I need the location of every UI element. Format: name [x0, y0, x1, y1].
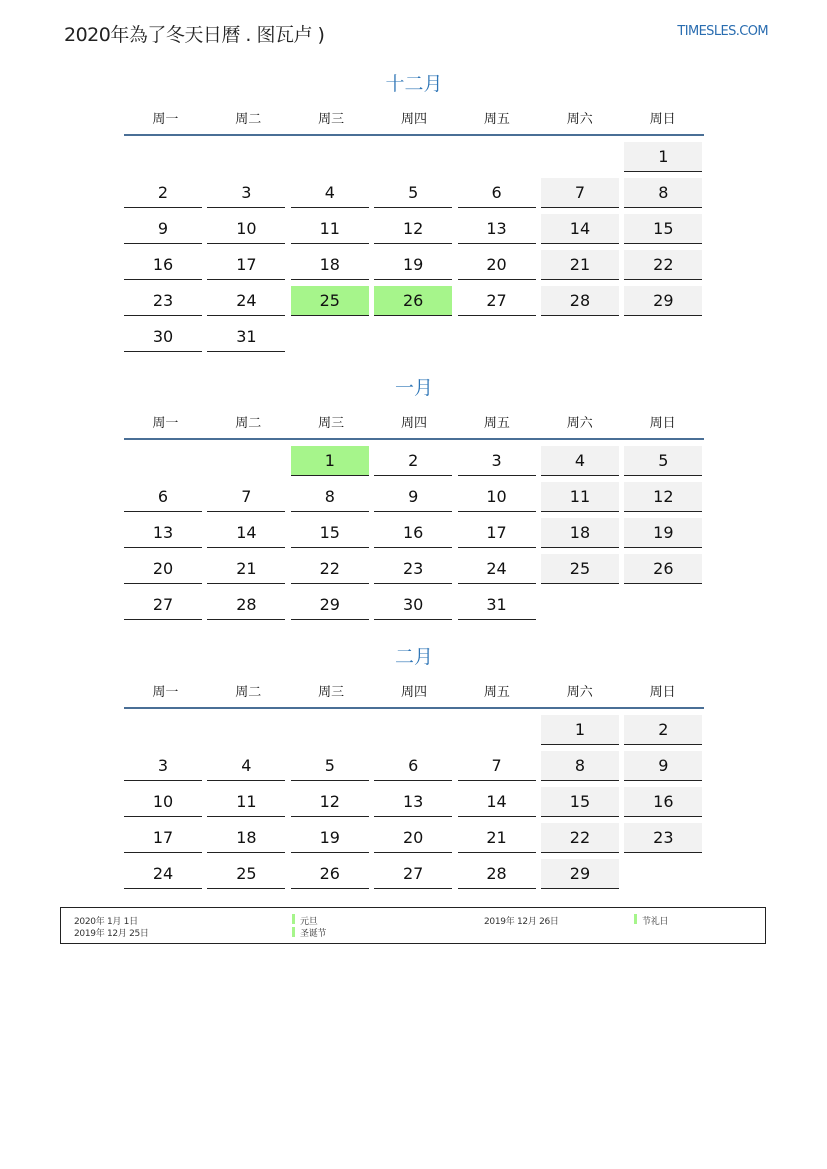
day-cell[interactable]: 28 — [207, 590, 285, 620]
day-cell[interactable]: 8 — [541, 751, 619, 781]
weekday-label: 周一 — [152, 111, 179, 127]
day-cell[interactable]: 10 — [207, 214, 285, 244]
day-cell[interactable]: 4 — [207, 751, 285, 781]
empty-day-cell — [624, 859, 702, 889]
week-row — [124, 821, 704, 857]
day-cell[interactable]: 7 — [541, 178, 619, 208]
empty-day-cell — [541, 590, 619, 620]
weekday-label: 周一 — [152, 415, 179, 431]
empty-day-cell — [374, 715, 452, 745]
day-cell[interactable]: 30 — [374, 590, 452, 620]
day-cell[interactable]: 3 — [207, 178, 285, 208]
day-cell[interactable]: 18 — [207, 823, 285, 853]
day-cell[interactable]: 27 — [458, 286, 536, 316]
day-cell[interactable]: 25 — [291, 286, 369, 316]
weekday-label: 周五 — [483, 111, 510, 127]
weekday-header — [124, 102, 704, 132]
day-cell[interactable]: 10 — [124, 787, 202, 817]
day-cell[interactable]: 12 — [374, 214, 452, 244]
day-cell[interactable]: 27 — [374, 859, 452, 889]
legend-holiday-name: 元旦 — [300, 917, 318, 927]
day-cell[interactable]: 4 — [291, 178, 369, 208]
legend-date: 2019年 12月 26日 — [484, 917, 559, 927]
week-row — [124, 284, 704, 320]
weekday-label: 周三 — [318, 415, 345, 431]
week-row — [124, 140, 704, 176]
day-cell[interactable]: 19 — [291, 823, 369, 853]
holiday-marker — [634, 914, 637, 924]
day-cell[interactable]: 13 — [124, 518, 202, 548]
day-cell[interactable]: 3 — [458, 446, 536, 476]
day-cell[interactable]: 2 — [124, 178, 202, 208]
weekday-label: 周日 — [649, 111, 676, 127]
day-cell[interactable]: 20 — [374, 823, 452, 853]
day-cell[interactable]: 9 — [624, 751, 702, 781]
month-title: 一月 — [394, 377, 433, 399]
day-cell[interactable]: 8 — [291, 482, 369, 512]
day-cell[interactable]: 20 — [458, 250, 536, 280]
day-cell[interactable]: 15 — [541, 787, 619, 817]
day-cell[interactable]: 26 — [374, 286, 452, 316]
week-row — [124, 588, 704, 624]
weekday-label: 周六 — [566, 684, 593, 700]
weekday-label: 周日 — [649, 415, 676, 431]
day-cell[interactable]: 13 — [458, 214, 536, 244]
empty-day-cell — [458, 142, 536, 172]
day-cell[interactable]: 1 — [624, 142, 702, 172]
day-cell[interactable]: 5 — [624, 446, 702, 476]
day-cell[interactable]: 7 — [207, 482, 285, 512]
empty-day-cell — [624, 322, 702, 352]
day-cell[interactable]: 26 — [291, 859, 369, 889]
weekday-header — [124, 406, 704, 436]
day-cell[interactable]: 16 — [624, 787, 702, 817]
empty-day-cell — [458, 715, 536, 745]
day-cell[interactable]: 22 — [541, 823, 619, 853]
weekday-label: 周三 — [318, 111, 345, 127]
month-calendar — [124, 374, 704, 624]
empty-day-cell — [374, 322, 452, 352]
legend-holiday-name: 圣诞节 — [300, 929, 327, 939]
day-cell[interactable]: 2 — [624, 715, 702, 745]
day-cell[interactable]: 14 — [207, 518, 285, 548]
day-cell[interactable]: 23 — [624, 823, 702, 853]
day-cell[interactable]: 9 — [374, 482, 452, 512]
day-cell[interactable]: 1 — [541, 715, 619, 745]
empty-day-cell — [624, 590, 702, 620]
day-cell[interactable]: 21 — [207, 554, 285, 584]
month-calendar — [124, 643, 704, 893]
holiday-legend — [60, 907, 766, 944]
holiday-marker — [292, 914, 295, 924]
week-row — [124, 212, 704, 248]
day-cell[interactable]: 11 — [207, 787, 285, 817]
day-cell[interactable]: 9 — [124, 214, 202, 244]
day-cell[interactable]: 17 — [458, 518, 536, 548]
weekday-label: 周六 — [566, 415, 593, 431]
day-cell[interactable]: 31 — [207, 322, 285, 352]
day-cell[interactable]: 19 — [374, 250, 452, 280]
empty-day-cell — [458, 322, 536, 352]
day-cell[interactable]: 29 — [541, 859, 619, 889]
day-cell[interactable]: 24 — [458, 554, 536, 584]
day-cell[interactable]: 10 — [458, 482, 536, 512]
week-row — [124, 857, 704, 893]
week-row — [124, 320, 704, 356]
day-cell[interactable]: 6 — [374, 751, 452, 781]
weekday-label: 周四 — [401, 684, 428, 700]
month-calendar — [124, 70, 704, 356]
day-cell[interactable]: 18 — [291, 250, 369, 280]
day-cell[interactable]: 23 — [124, 286, 202, 316]
day-cell[interactable]: 1 — [291, 446, 369, 476]
empty-day-cell — [207, 446, 285, 476]
weekday-label: 周四 — [401, 415, 428, 431]
day-cell[interactable]: 19 — [624, 518, 702, 548]
day-cell[interactable]: 16 — [374, 518, 452, 548]
day-cell[interactable]: 24 — [124, 859, 202, 889]
day-cell[interactable]: 7 — [458, 751, 536, 781]
day-cell[interactable]: 29 — [624, 286, 702, 316]
week-row — [124, 248, 704, 284]
week-row — [124, 176, 704, 212]
empty-day-cell — [541, 322, 619, 352]
day-cell[interactable]: 6 — [124, 482, 202, 512]
day-cell[interactable]: 15 — [291, 518, 369, 548]
legend-holiday-name: 节礼日 — [642, 917, 669, 927]
day-cell[interactable]: 16 — [124, 250, 202, 280]
empty-day-cell — [291, 322, 369, 352]
day-cell[interactable]: 6 — [458, 178, 536, 208]
empty-day-cell — [374, 142, 452, 172]
month-title: 十二月 — [385, 73, 443, 95]
day-cell[interactable]: 21 — [458, 823, 536, 853]
day-cell[interactable]: 12 — [624, 482, 702, 512]
day-cell[interactable]: 5 — [291, 751, 369, 781]
empty-day-cell — [124, 715, 202, 745]
day-cell[interactable]: 12 — [291, 787, 369, 817]
weekday-label: 周六 — [566, 111, 593, 127]
week-row — [124, 552, 704, 588]
weekday-label: 周四 — [401, 111, 428, 127]
empty-day-cell — [124, 446, 202, 476]
empty-day-cell — [291, 142, 369, 172]
day-cell[interactable]: 20 — [124, 554, 202, 584]
day-cell[interactable]: 15 — [624, 214, 702, 244]
day-cell[interactable]: 2 — [374, 446, 452, 476]
week-row — [124, 785, 704, 821]
day-cell[interactable]: 4 — [541, 446, 619, 476]
weekday-label: 周二 — [235, 415, 262, 431]
header-divider — [124, 134, 704, 136]
holiday-marker — [292, 927, 295, 937]
day-cell[interactable]: 11 — [291, 214, 369, 244]
week-row — [124, 480, 704, 516]
day-cell[interactable]: 29 — [291, 590, 369, 620]
empty-day-cell — [207, 715, 285, 745]
weekday-label: 周二 — [235, 111, 262, 127]
day-cell[interactable]: 28 — [541, 286, 619, 316]
week-row — [124, 516, 704, 552]
day-cell[interactable]: 5 — [374, 178, 452, 208]
weekday-label: 周五 — [483, 415, 510, 431]
weekday-label: 周三 — [318, 684, 345, 700]
site-link[interactable]: TIMESLES.COM — [677, 24, 768, 39]
week-row — [124, 749, 704, 785]
weekday-label: 周日 — [649, 684, 676, 700]
legend-date: 2020年 1月 1日 — [74, 917, 138, 927]
header-divider — [124, 707, 704, 709]
week-row — [124, 444, 704, 480]
page-title: 2020年為了冬天日曆 . 图瓦卢 ) — [64, 24, 325, 46]
day-cell[interactable]: 25 — [541, 554, 619, 584]
day-cell[interactable]: 3 — [124, 751, 202, 781]
day-cell[interactable]: 31 — [458, 590, 536, 620]
day-cell[interactable]: 18 — [541, 518, 619, 548]
empty-day-cell — [291, 715, 369, 745]
day-cell[interactable]: 22 — [624, 250, 702, 280]
weekday-header — [124, 675, 704, 705]
weekday-label: 周一 — [152, 684, 179, 700]
header-divider — [124, 438, 704, 440]
weekday-label: 周二 — [235, 684, 262, 700]
day-cell[interactable]: 14 — [541, 214, 619, 244]
day-cell[interactable]: 11 — [541, 482, 619, 512]
day-cell[interactable]: 17 — [207, 250, 285, 280]
day-cell[interactable]: 30 — [124, 322, 202, 352]
weekday-label: 周五 — [483, 684, 510, 700]
empty-day-cell — [541, 142, 619, 172]
month-title: 二月 — [394, 646, 433, 668]
day-cell[interactable]: 21 — [541, 250, 619, 280]
day-cell[interactable]: 22 — [291, 554, 369, 584]
week-row — [124, 713, 704, 749]
empty-day-cell — [124, 142, 202, 172]
empty-day-cell — [207, 142, 285, 172]
day-cell[interactable]: 25 — [207, 859, 285, 889]
day-cell[interactable]: 23 — [374, 554, 452, 584]
day-cell[interactable]: 8 — [624, 178, 702, 208]
day-cell[interactable]: 27 — [124, 590, 202, 620]
day-cell[interactable]: 24 — [207, 286, 285, 316]
day-cell[interactable]: 13 — [374, 787, 452, 817]
day-cell[interactable]: 28 — [458, 859, 536, 889]
day-cell[interactable]: 17 — [124, 823, 202, 853]
day-cell[interactable]: 14 — [458, 787, 536, 817]
legend-date: 2019年 12月 25日 — [74, 929, 149, 939]
day-cell[interactable]: 26 — [624, 554, 702, 584]
